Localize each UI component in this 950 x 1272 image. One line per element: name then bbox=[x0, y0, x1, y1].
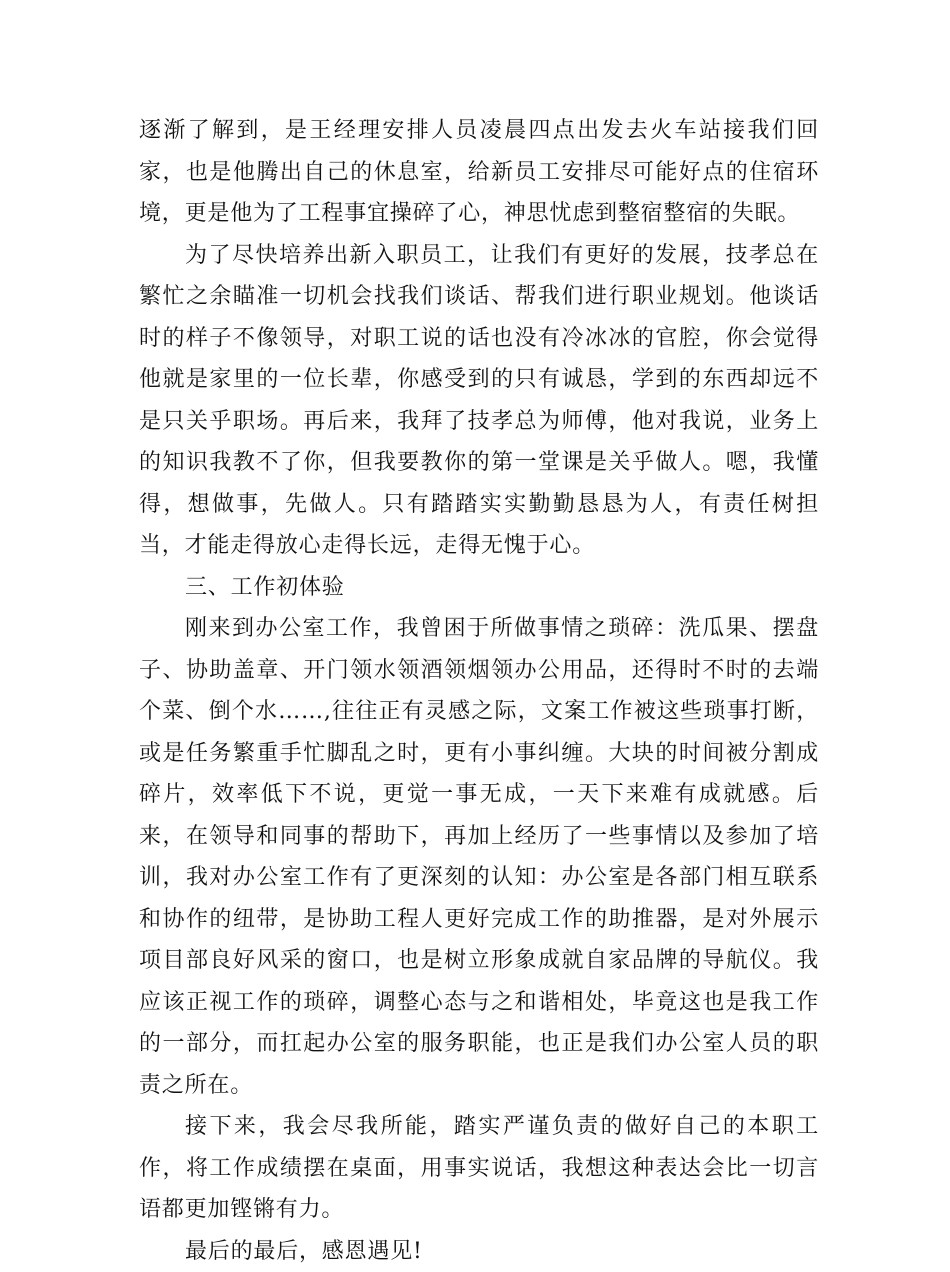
paragraph-office-work: 刚来到办公室工作，我曾困于所做事情之琐碎：洗瓜果、摆盘子、协助盖章、开门领水领酒领烟领办公用品，还得时不时的去端个菜、倒个水……,往往正有灵感之际，文案工作被这些琐事打断，或是任务繁重手忙脚乱之时，更有小事纠缠。大块的时间被分割成碎片，效率低下不说，更觉一事无成，一天下来难有成就感。后来，在领导和同事的帮助下，再加上经历了一些事情以及参加了培训，我对办公室工作有了更深刻的认知：办公室是各部门相互联系和协作的纽带，是协助工程人更好完成工作的助推器，是对外展示项目部良好风采的窗口，也是树立形象成就自家品牌的导航仪。我应该正视工作的琐碎，调整心态与之和谐相处，毕竟这也是我工作的一部分，而扛起办公室的服务职能，也正是我们办公室人员的职责之所在。 bbox=[139, 608, 819, 1106]
document-body bbox=[139, 110, 819, 1272]
paragraph-continuation: 逐渐了解到，是王经理安排人员凌晨四点出发去火车站接我们回家，也是他腾出自己的休息室，给新员工安排尽可能好点的住宿环境，更是他为了工程事宜操碎了心，神思忧虑到整宿整宿的失眠。 bbox=[139, 110, 819, 235]
paragraph-mentor: 为了尽快培养出新入职员工，让我们有更好的发展，技孝总在繁忙之余瞄准一切机会找我们谈话、帮我们进行职业规划。他谈话时的样子不像领导，对职工说的话也没有冷冰冰的官腔，你会觉得他就是家里的一位长辈，你感受到的只有诚恳，学到的东西却远不是只关乎职场。再后来，我拜了技孝总为师傅，他对我说，业务上的知识我教不了你，但我要教你的第一堂课是关乎做人。嗯，我懂得，想做事，先做人。只有踏踏实实勤勤恳恳为人，有责任树担当，才能走得放心走得长远，走得无愧于心。 bbox=[139, 235, 819, 567]
section-heading: 三、工作初体验 bbox=[139, 567, 819, 609]
paragraph-next-steps: 接下来，我会尽我所能，踏实严谨负责的做好自己的本职工作，将工作成绩摆在桌面，用事实说话，我想这种表达会比一切言语都更加铿锵有力。 bbox=[139, 1106, 819, 1231]
paragraph-closing: 最后的最后，感恩遇见! bbox=[139, 1231, 819, 1272]
